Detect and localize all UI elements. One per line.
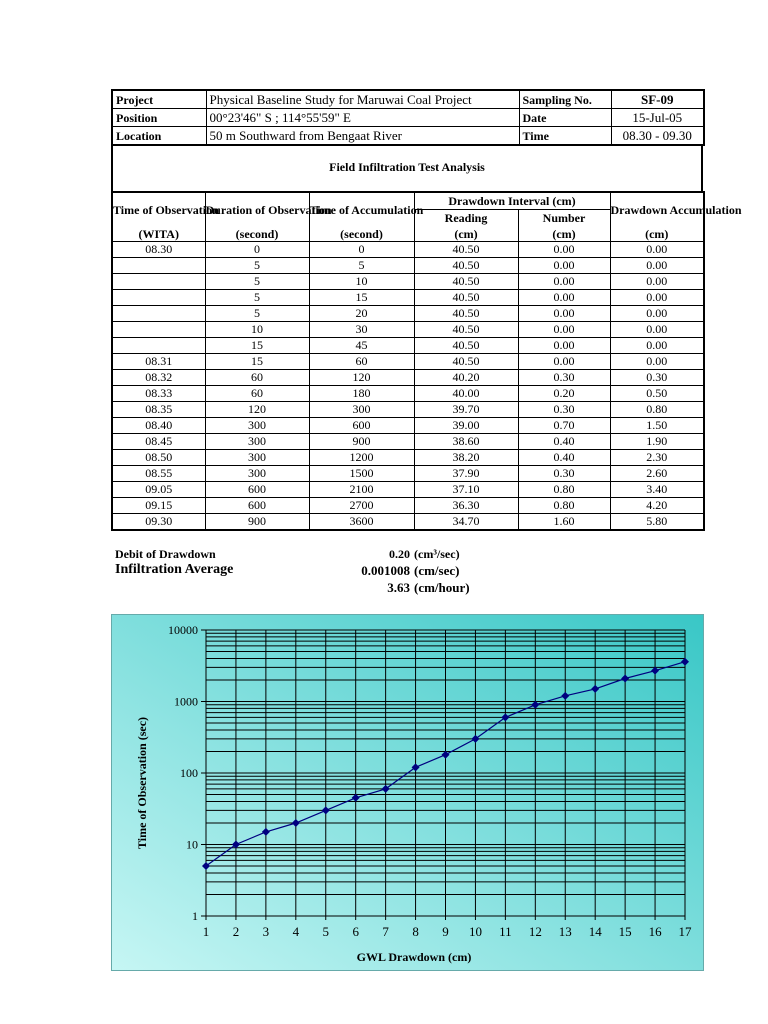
cell-drawdown-accum: 0.00 bbox=[610, 290, 704, 306]
cell-number: 0.00 bbox=[518, 354, 610, 370]
cell-reading: 40.50 bbox=[414, 338, 518, 354]
project-value: Physical Baseline Study for Maruwai Coal Project bbox=[206, 90, 519, 109]
cell-accumulation: 5 bbox=[309, 258, 414, 274]
unit-accum: (second) bbox=[309, 226, 414, 242]
debit-label: Debit of Drawdown bbox=[115, 547, 216, 561]
cell-drawdown-accum: 0.30 bbox=[610, 370, 704, 386]
col-duration-header: Duration of Observation bbox=[205, 192, 309, 226]
table-row bbox=[112, 354, 704, 370]
table-row bbox=[112, 322, 704, 338]
debit-value: 0.20 bbox=[389, 547, 410, 561]
table-row bbox=[112, 386, 704, 402]
cell-duration: 5 bbox=[205, 290, 309, 306]
chart-background bbox=[112, 615, 703, 970]
cell-number: 0.30 bbox=[518, 402, 610, 418]
x-tick-label: 1 bbox=[202, 924, 210, 939]
cell-time: 08.35 bbox=[112, 402, 205, 418]
header-info-table bbox=[111, 89, 705, 146]
cell-drawdown-accum: 0.00 bbox=[610, 274, 704, 290]
cell-accumulation: 1500 bbox=[309, 466, 414, 482]
analysis-title: Field Infiltration Test Analysis bbox=[111, 144, 703, 191]
cell-number: 0.00 bbox=[518, 290, 610, 306]
cell-duration: 600 bbox=[205, 482, 309, 498]
table-row bbox=[112, 514, 704, 531]
table-row bbox=[112, 242, 704, 258]
cell-time: 08.50 bbox=[112, 450, 205, 466]
x-tick-label: 11 bbox=[499, 924, 512, 939]
cell-reading: 40.50 bbox=[414, 322, 518, 338]
cell-number: 0.00 bbox=[518, 258, 610, 274]
cell-time bbox=[112, 322, 205, 338]
cell-number: 0.20 bbox=[518, 386, 610, 402]
cell-reading: 40.50 bbox=[414, 354, 518, 370]
cell-time bbox=[112, 306, 205, 322]
cell-reading: 37.90 bbox=[414, 466, 518, 482]
table-row bbox=[112, 258, 704, 274]
cell-time: 09.15 bbox=[112, 498, 205, 514]
col-draw-accum-header: Drawdown Accumulation bbox=[610, 192, 704, 226]
cell-accumulation: 2100 bbox=[309, 482, 414, 498]
cell-reading: 40.50 bbox=[414, 258, 518, 274]
x-axis-label: GWL Drawdown (cm) bbox=[356, 950, 472, 964]
cell-accumulation: 180 bbox=[309, 386, 414, 402]
cell-time bbox=[112, 274, 205, 290]
x-tick-label: 8 bbox=[412, 924, 419, 939]
x-tick-label: 6 bbox=[352, 924, 359, 939]
cell-time: 08.31 bbox=[112, 354, 205, 370]
x-tick-label: 14 bbox=[588, 924, 602, 939]
unit-reading: (cm) bbox=[414, 226, 518, 242]
cell-drawdown-accum: 0.00 bbox=[610, 322, 704, 338]
col-reading-header: Reading bbox=[414, 210, 518, 227]
cell-number: 0.00 bbox=[518, 322, 610, 338]
cell-drawdown-accum: 2.30 bbox=[610, 450, 704, 466]
cell-time: 09.30 bbox=[112, 514, 205, 531]
cell-time: 08.32 bbox=[112, 370, 205, 386]
cell-reading: 40.50 bbox=[414, 306, 518, 322]
cell-accumulation: 1200 bbox=[309, 450, 414, 466]
cell-number: 0.40 bbox=[518, 450, 610, 466]
location-value: 50 m Southward from Bengaat River bbox=[206, 127, 519, 146]
cell-accumulation: 30 bbox=[309, 322, 414, 338]
table-row bbox=[112, 306, 704, 322]
drawdown-chart bbox=[111, 614, 704, 971]
y-tick-label: 1 bbox=[192, 909, 198, 923]
cell-duration: 5 bbox=[205, 306, 309, 322]
x-tick-label: 4 bbox=[292, 924, 300, 939]
drawdown-chart-svg bbox=[112, 615, 703, 970]
position-value: 00°23'46" S ; 114°55'59" E bbox=[206, 109, 519, 127]
col-interval-header: Drawdown Interval (cm) bbox=[414, 192, 610, 210]
cell-number: 0.40 bbox=[518, 434, 610, 450]
cell-duration: 60 bbox=[205, 386, 309, 402]
x-tick-label: 9 bbox=[442, 924, 449, 939]
cell-reading: 39.00 bbox=[414, 418, 518, 434]
x-tick-label: 16 bbox=[648, 924, 662, 939]
cell-accumulation: 2700 bbox=[309, 498, 414, 514]
infiltration-value-cm-sec: 0.001008 bbox=[361, 563, 410, 578]
cell-duration: 300 bbox=[205, 450, 309, 466]
cell-duration: 300 bbox=[205, 466, 309, 482]
x-tick-label: 17 bbox=[678, 924, 692, 939]
cell-duration: 300 bbox=[205, 418, 309, 434]
cell-time: 09.05 bbox=[112, 482, 205, 498]
cell-accumulation: 10 bbox=[309, 274, 414, 290]
infiltration-label: Infiltration Average bbox=[115, 562, 234, 577]
table-row bbox=[112, 402, 704, 418]
table-header-row bbox=[112, 192, 704, 210]
table-row bbox=[112, 466, 704, 482]
cell-time bbox=[112, 338, 205, 354]
cell-number: 0.00 bbox=[518, 274, 610, 290]
cell-duration: 0 bbox=[205, 242, 309, 258]
unit-duration: (second) bbox=[205, 226, 309, 242]
x-tick-label: 13 bbox=[558, 924, 572, 939]
cell-accumulation: 900 bbox=[309, 434, 414, 450]
x-tick-label: 12 bbox=[528, 924, 542, 939]
time-label: Time bbox=[519, 127, 611, 146]
cell-reading: 38.20 bbox=[414, 450, 518, 466]
cell-accumulation: 15 bbox=[309, 290, 414, 306]
cell-number: 0.30 bbox=[518, 466, 610, 482]
cell-number: 1.60 bbox=[518, 514, 610, 531]
table-units-row bbox=[112, 226, 704, 242]
cell-duration: 15 bbox=[205, 338, 309, 354]
sampling-value: SF-09 bbox=[611, 90, 704, 109]
cell-number: 0.00 bbox=[518, 242, 610, 258]
cell-duration: 15 bbox=[205, 354, 309, 370]
col-number-header: Number bbox=[518, 210, 610, 227]
time-value: 08.30 - 09.30 bbox=[611, 127, 704, 146]
infiltration-data-table bbox=[111, 191, 742, 531]
y-tick-label: 10000 bbox=[168, 623, 198, 637]
x-tick-label: 5 bbox=[322, 924, 329, 939]
cell-time bbox=[112, 290, 205, 306]
location-label: Location bbox=[112, 127, 206, 146]
cell-reading: 40.50 bbox=[414, 274, 518, 290]
table-body bbox=[112, 242, 704, 531]
cell-reading: 40.00 bbox=[414, 386, 518, 402]
cell-duration: 600 bbox=[205, 498, 309, 514]
cell-reading: 40.20 bbox=[414, 370, 518, 386]
y-tick-label: 1000 bbox=[174, 694, 198, 709]
infiltration-unit-cm-sec: (cm/sec) bbox=[414, 563, 460, 578]
cell-time: 08.45 bbox=[112, 434, 205, 450]
x-tick-label: 15 bbox=[618, 924, 632, 939]
table-row bbox=[112, 482, 704, 498]
x-tick-label: 7 bbox=[382, 924, 389, 939]
cell-drawdown-accum: 0.50 bbox=[610, 386, 704, 402]
col-time-header: Time of Observation bbox=[112, 192, 205, 226]
cell-duration: 5 bbox=[205, 258, 309, 274]
unit-time: (WITA) bbox=[112, 226, 205, 242]
cell-drawdown-accum: 4.20 bbox=[610, 498, 704, 514]
col-accum-header: Time of Accumulation bbox=[309, 192, 414, 226]
cell-number: 0.80 bbox=[518, 498, 610, 514]
cell-number: 0.00 bbox=[518, 338, 610, 354]
cell-number: 0.70 bbox=[518, 418, 610, 434]
cell-reading: 40.50 bbox=[414, 242, 518, 258]
cell-duration: 10 bbox=[205, 322, 309, 338]
date-label: Date bbox=[519, 109, 611, 127]
cell-drawdown-accum: 3.40 bbox=[610, 482, 704, 498]
infiltration-unit-cm-hour: (cm/hour) bbox=[414, 580, 470, 595]
table-row bbox=[112, 434, 704, 450]
position-label: Position bbox=[112, 109, 206, 127]
cell-accumulation: 3600 bbox=[309, 514, 414, 531]
cell-time: 08.30 bbox=[112, 242, 205, 258]
table-row bbox=[112, 290, 704, 306]
table-row bbox=[112, 418, 704, 434]
cell-time: 08.33 bbox=[112, 386, 205, 402]
cell-duration: 5 bbox=[205, 274, 309, 290]
cell-accumulation: 300 bbox=[309, 402, 414, 418]
header-row-position bbox=[112, 109, 704, 127]
date-value: 15-Jul-05 bbox=[611, 109, 704, 127]
infiltration-value-cm-hour: 3.63 bbox=[387, 580, 410, 595]
cell-drawdown-accum: 1.50 bbox=[610, 418, 704, 434]
cell-reading: 34.70 bbox=[414, 514, 518, 531]
cell-drawdown-accum: 0.00 bbox=[610, 338, 704, 354]
cell-number: 0.30 bbox=[518, 370, 610, 386]
table-row bbox=[112, 370, 704, 386]
table-row bbox=[112, 450, 704, 466]
cell-reading: 37.10 bbox=[414, 482, 518, 498]
cell-accumulation: 45 bbox=[309, 338, 414, 354]
cell-drawdown-accum: 0.00 bbox=[610, 242, 704, 258]
cell-duration: 300 bbox=[205, 434, 309, 450]
cell-drawdown-accum: 5.80 bbox=[610, 514, 704, 531]
cell-drawdown-accum: 0.00 bbox=[610, 258, 704, 274]
table-row bbox=[112, 274, 704, 290]
table-row bbox=[112, 498, 704, 514]
cell-accumulation: 0 bbox=[309, 242, 414, 258]
y-tick-label: 100 bbox=[180, 766, 198, 780]
header-row-location bbox=[112, 127, 704, 146]
unit-number: (cm) bbox=[518, 226, 610, 242]
cell-duration: 120 bbox=[205, 402, 309, 418]
cell-time: 08.40 bbox=[112, 418, 205, 434]
cell-accumulation: 60 bbox=[309, 354, 414, 370]
table-row bbox=[112, 338, 704, 354]
cell-number: 0.00 bbox=[518, 306, 610, 322]
cell-time: 08.55 bbox=[112, 466, 205, 482]
debit-unit: (cm³/sec) bbox=[414, 547, 460, 561]
cell-reading: 38.60 bbox=[414, 434, 518, 450]
cell-drawdown-accum: 0.00 bbox=[610, 354, 704, 370]
unit-draw-accum: (cm) bbox=[610, 226, 704, 242]
x-tick-label: 2 bbox=[232, 924, 240, 939]
sampling-label: Sampling No. bbox=[519, 90, 611, 109]
cell-drawdown-accum: 0.00 bbox=[610, 306, 704, 322]
cell-reading: 39.70 bbox=[414, 402, 518, 418]
cell-number: 0.80 bbox=[518, 482, 610, 498]
x-tick-label: 10 bbox=[468, 924, 482, 939]
cell-reading: 36.30 bbox=[414, 498, 518, 514]
y-axis-label: Time of Observation (sec) bbox=[135, 716, 149, 850]
cell-duration: 900 bbox=[205, 514, 309, 531]
cell-reading: 40.50 bbox=[414, 290, 518, 306]
cell-accumulation: 600 bbox=[309, 418, 414, 434]
x-tick-label: 3 bbox=[262, 924, 270, 939]
cell-duration: 60 bbox=[205, 370, 309, 386]
cell-drawdown-accum: 2.60 bbox=[610, 466, 704, 482]
project-label: Project bbox=[112, 90, 206, 109]
cell-accumulation: 120 bbox=[309, 370, 414, 386]
y-tick-label: 10 bbox=[186, 837, 198, 852]
cell-time bbox=[112, 258, 205, 274]
header-row-project bbox=[112, 90, 704, 109]
cell-accumulation: 20 bbox=[309, 306, 414, 322]
cell-drawdown-accum: 0.80 bbox=[610, 402, 704, 418]
cell-drawdown-accum: 1.90 bbox=[610, 434, 704, 450]
